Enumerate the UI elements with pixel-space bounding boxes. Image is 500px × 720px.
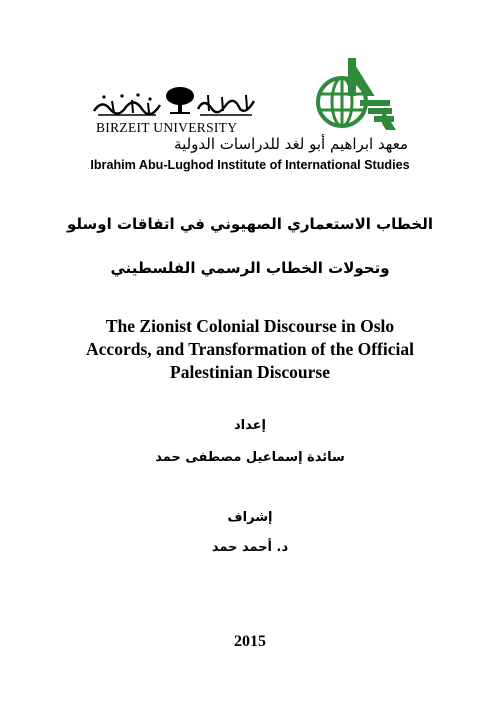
prepared-by-label: إعداد: [234, 418, 266, 433]
institute-globe-emblem-icon: [308, 56, 396, 138]
institute-name-english: Ibrahim Abu-Lughod Institute of International Studies: [90, 158, 410, 172]
tree-icon: [164, 85, 196, 115]
english-title-line-3: Palestinian Discourse: [170, 362, 330, 382]
year: 2015: [234, 633, 266, 650]
english-title: [40, 315, 460, 384]
institute-name-arabic: معهد ابراهيم أبو لغد للدراسات الدولية: [174, 135, 408, 153]
supervisor-label: إشراف: [227, 510, 273, 525]
english-title-line-2: Accords, and Transformation of the Official: [86, 339, 414, 359]
birzeit-arabic-calligraphy-left: [92, 91, 162, 119]
university-name-english: BIRZEIT UNIVERSITY: [96, 120, 238, 135]
birzeit-arabic-calligraphy-right: [196, 91, 256, 119]
arabic-title-line-2: وتحولات الخطاب الرسمي الفلسطيني: [110, 259, 390, 277]
supervisor-name: د. أحمد حمد: [211, 540, 289, 555]
english-title-line-1: The Zionist Colonial Discourse in Oslo: [105, 316, 395, 336]
arabic-title-line-1: الخطاب الاستعماري الصهيوني في اتفاقات اوسلو: [67, 215, 433, 233]
author-name: سائدة إسماعيل مصطفى حمد: [155, 450, 345, 465]
birzeit-university-logo: [92, 85, 267, 135]
